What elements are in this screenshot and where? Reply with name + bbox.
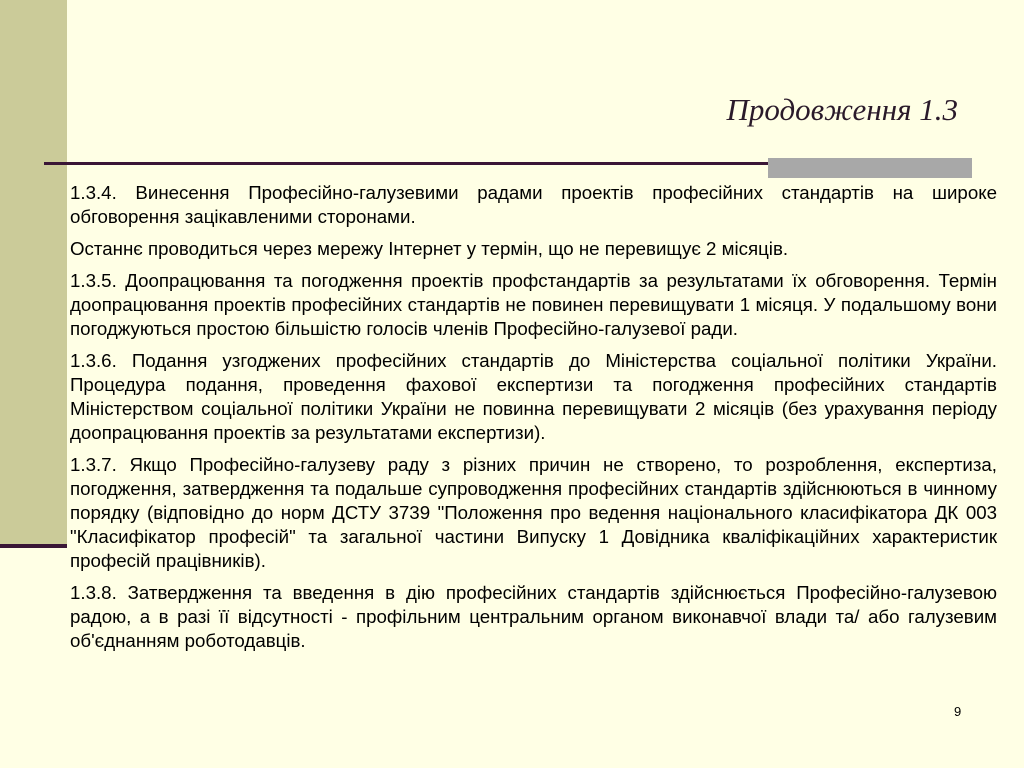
slide-body <box>70 181 997 661</box>
paragraph-1-3-8: 1.3.8. Затвердження та введення в дію професійних стандартів здійснюється Професійно-галузевою радою, а в разі її відсутності - профільним центральним органом виконавчої влади та/ або галузевим об'єднанням роботодавців. <box>70 582 997 651</box>
paragraph-1-3-4: 1.3.4. Винесення Професійно-галузевими радами проектів професійних стандартів на широке обговорення зацікавленими сторонами. <box>70 182 997 227</box>
paragraph-1-3-5: 1.3.5. Доопрацювання та погодження проектів профстандартів за результатами їх обговорення. Термін доопрацювання проектів професійних стандартів не повинен перевищувати 1 місяця. У подальшому вони погоджуються простою більшістю голосів членів Професійно-галузевої ради. <box>70 270 997 339</box>
slide-title: Продовження 1.3 <box>726 92 958 127</box>
paragraph-1-3-6: 1.3.6. Подання узгоджених професійних стандартів до Міністерства соціальної політики України. Процедура подання, проведення фахової експертизи та погодження професійних стандартів Міністерством соціальної політики України не повинна перевищувати 2 місяців (без урахування періоду доопрацювання проектів за результатами експертизи). <box>70 350 997 443</box>
decorative-side-bar <box>0 0 67 545</box>
decorative-side-line <box>0 544 67 548</box>
title-divider-block <box>768 158 972 178</box>
paragraph-internet-discussion: Останнє проводиться через мережу Інтернет у термін, що не перевищує 2 місяців. <box>70 238 789 259</box>
page-number: 9 <box>954 704 962 719</box>
paragraph-1-3-7: 1.3.7. Якщо Професійно-галузеву раду з різних причин не створено, то розроблення, експертиза, погодження, затвердження та подальше супроводження професійних стандартів здійснюються в чинному порядку (відповідно до норм ДСТУ 3739 "Положення про ведення національного класифікатора ДК 003 "Класифікатор професій" та загальної частини Випуску 1 Довідника кваліфікаційних характеристик професій працівників). <box>70 454 997 571</box>
